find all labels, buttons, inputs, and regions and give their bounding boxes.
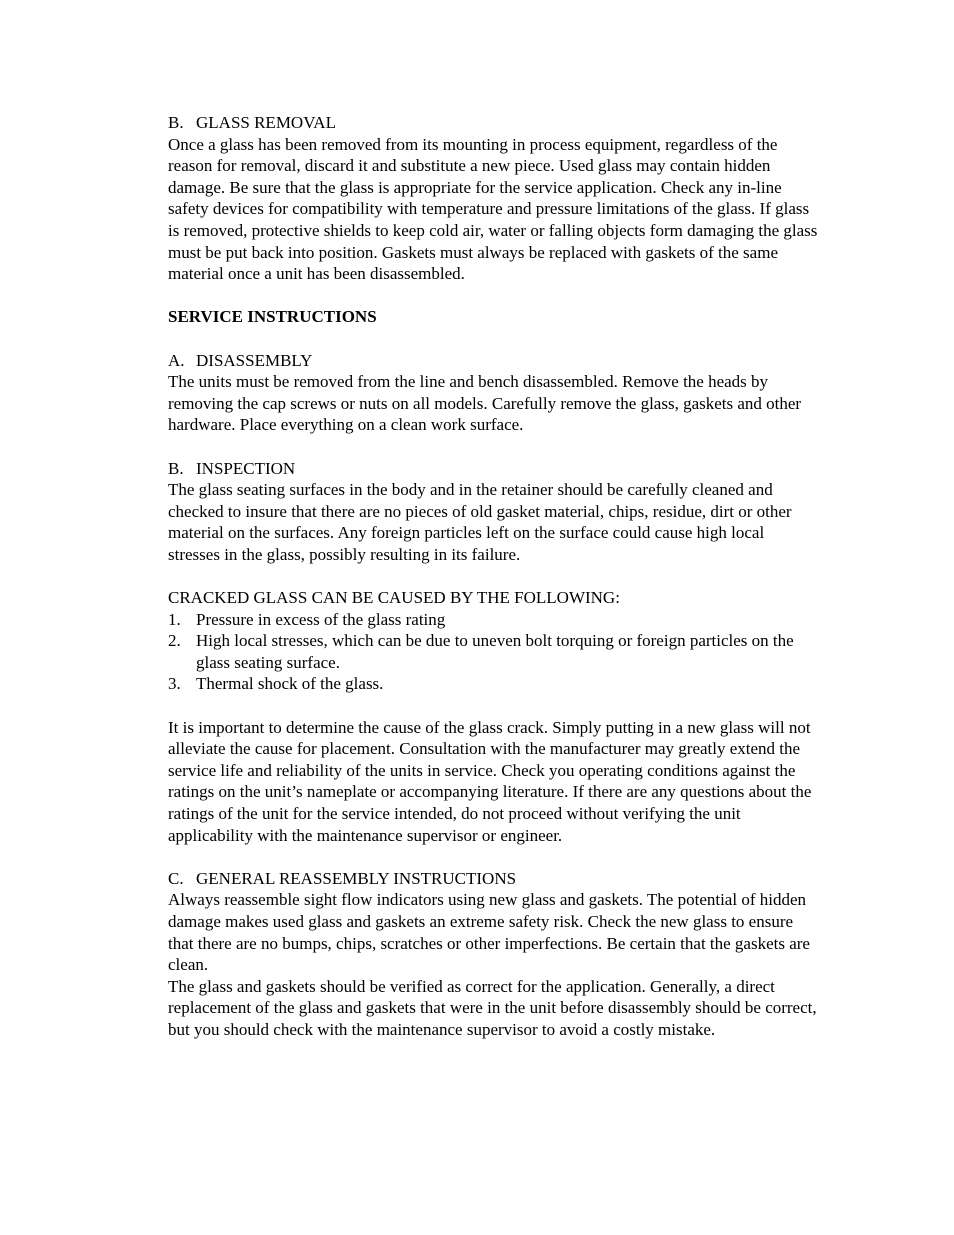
list-item-number: 1. <box>168 609 181 629</box>
list-item <box>168 609 818 631</box>
disassembly-body: The units must be removed from the line and bench disassembled. Remove the heads by removing the cap screws or nuts on all models. Carefully remove the glass, gaskets and other hardware. Place everything on a clean work surface. <box>168 372 802 435</box>
list-item <box>168 673 818 695</box>
glass-removal-title: GLASS REMOVAL <box>196 113 336 132</box>
disassembly-title: DISASSEMBLY <box>196 350 313 370</box>
spacer <box>168 565 818 587</box>
inspection-title: INSPECTION <box>196 458 296 478</box>
reassembly-body-1: Always reassemble sight flow indicators using new glass and gaskets. The potential of hidden damage makes used glass and gaskets an extreme safety risk. Check the new glass to ensure that there are no bumps, chips, scratches or other imperfections. Be certain that the gaskets are clean. <box>168 890 810 975</box>
reassembly-body-2: The glass and gaskets should be verified as correct for the application. Generally, a direct replacement of the glass and gaskets that were in the unit before disassembly should be correct, but you should check with the maintenance supervisor to avoid a costly mistake. <box>168 976 817 1039</box>
disassembly-letter: A. <box>168 350 185 370</box>
list-item <box>168 630 818 673</box>
disassembly-heading <box>168 350 818 372</box>
spacer <box>168 846 818 868</box>
spacer <box>168 285 818 307</box>
glass-removal-heading <box>168 112 818 134</box>
reassembly-heading <box>168 868 818 890</box>
inspection-body: The glass seating surfaces in the body and in the retainer should be carefully cleaned and checked to insure that there are no pieces of old gasket material, chips, residue, dirt or other material on the surfaces. Any foreign particles left on the surface could cause high local stresses in the glass, possibly resulting in its failure. <box>168 480 792 564</box>
reassembly-title: GENERAL REASSEMBLY INSTRUCTIONS <box>196 868 517 888</box>
cracked-glass-list <box>168 609 818 695</box>
glass-removal-body: Once a glass has been removed from its mounting in process equipment, regardless of the reason for removal, discard it and substitute a new piece. Used glass may contain hidden damage. Be sure that the glass is appropriate for the service application. Check any in-line safety devices for compatibility with temperature and pressure limitations of the glass. If glass is removed, protective shields to keep cold air, water or falling objects form damaging the glass must be put back into position. Gaskets must always be replaced with gaskets of the same material once a unit has been disassembled. <box>168 134 818 284</box>
inspection-letter: B. <box>168 458 184 478</box>
list-item-number: 3. <box>168 674 181 694</box>
list-item-number: 2. <box>168 631 181 651</box>
glass-removal-letter: B. <box>168 113 184 132</box>
inspection-heading <box>168 458 818 480</box>
service-instructions-heading: SERVICE INSTRUCTIONS <box>168 307 377 327</box>
spacer <box>168 328 818 350</box>
list-item-text: Thermal shock of the glass. <box>196 674 384 694</box>
cracked-glass-body: It is important to determine the cause of the glass crack. Simply putting in a new glass will not alleviate the cause for placement. Consultation with the manufacturer may greatly extend the service life and reliability of the units in service. Check you operating conditions against the ratings on the unit’s nameplate or accompanying literature. If there are any questions about the ratings of the unit for the service intended, do not proceed without verifying the unit applicability with the maintenance supervisor or engineer. <box>168 717 812 845</box>
list-item-text: High local stresses, which can be due to uneven bolt torquing or foreign particles on the glass seating surface. <box>196 631 794 672</box>
document-page <box>168 112 818 1041</box>
spacer <box>168 436 818 458</box>
spacer <box>168 695 818 717</box>
reassembly-letter: C. <box>168 868 184 888</box>
list-item-text: Pressure in excess of the glass rating <box>196 609 446 629</box>
cracked-glass-heading: CRACKED GLASS CAN BE CAUSED BY THE FOLLOWING: <box>168 588 620 608</box>
